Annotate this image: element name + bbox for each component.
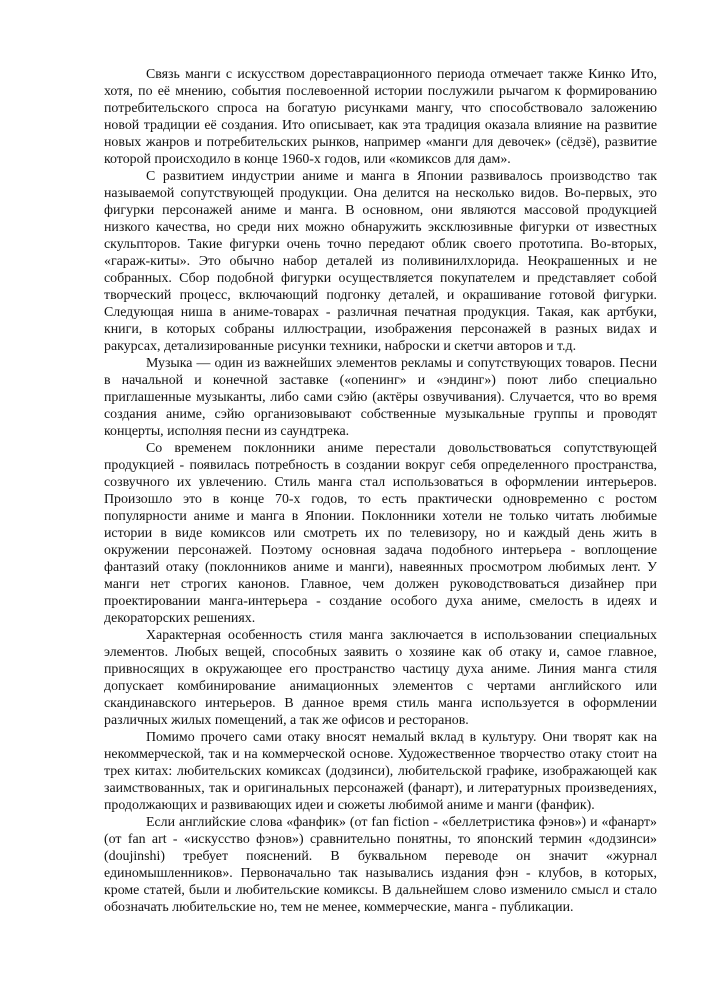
paragraph: Связь манги с искусством дореставрационного периода отмечает также Кинко Ито, хотя, по её мнению, события послевоенной истории послужили рычагом к формированию потребительского спроса на богатую рисунками мангу, что способствовало заложению новой традиции её создания. Ито описывает, как эта традиция оказала влияние на развитие новых жанров и потребительских рынков, например «манги для девочек» (сёдзё), развитие которой происходило в конце 1960-х годов, или «комиксов для дам». bbox=[104, 67, 657, 167]
paragraph: Со временем поклонники аниме перестали довольствоваться сопутствующей продукцией - появилась потребность в создании вокруг себя определенного пространства, созвучного их увлечению. Стиль манга стал использоваться в оформлении интерьеров. Произошло это в конце 70-х годов, то есть практически одновременно с ростом популярности аниме и манга в Японии. Поклонники хотели не только читать любимые истории в виде комиксов или смотреть их по телевизору, но и каждый день жить в окружении персонажей. Поэтому основная задача подобного интерьера - воплощение фантазий отаку (поклонников аниме и манги), навеянных просмотром любимых лент. У манги нет строгих канонов. Главное, чем должен руководствоваться дизайнер при проектировании манга-интерьера - создание особого духа аниме, смелость в идеях и декораторских решениях. bbox=[104, 441, 657, 626]
document-page bbox=[104, 66, 657, 916]
paragraph: Помимо прочего сами отаку вносят немалый вклад в культуру. Они творят как на некоммерческой, так и на коммерческой основе. Художественное творчество отаку стоит на трех китах: любительских комиксах (додзинси), любительской графике, изображающей как заимствованных, так и оригинальных персонажей (фанарт), и литературных произведениях, продолжающих и развивающих идеи и сюжеты любимой аниме и манги (фанфик). bbox=[104, 730, 657, 813]
paragraph: Музыка — один из важнейших элементов рекламы и сопутствующих товаров. Песни в начальной и конечной заставке («опенинг» и «эндинг») поют либо специально приглашенные музыканты, либо сами сэйю (актёры озвучивания). Случается, что во время создания аниме, сэйю организовывают собственные музыкальные группы и проводят концерты, исполняя песни из саундтрека. bbox=[104, 356, 657, 439]
paragraph: С развитием индустрии аниме и манга в Японии развивалось производство так называемой сопутствующей продукции. Она делится на несколько видов. Во-первых, это фигурки персонажей аниме и манга. В основном, они являются массовой продукцией низкого качества, но среди них можно обнаружить эксклюзивные фигурки от известных скульпторов. Такие фигурки очень точно передают облик своего прототипа. Во-вторых, «гараж-киты». Это обычно набор деталей из поливинилхлорида. Неокрашенных и не собранных. Сбор подобной фигурки осуществляется покупателем и представляет собой творческий процесс, включающий подгонку деталей, и окрашивание готовой фигурки. Следующая ниша в аниме-товарах - различная печатная продукция. Такая, как артбуки, книги, в которых собраны иллюстрации, изображения персонажей в разных видах и ракурсах, детализированные рисунки техники, наброски и скетчи авторов и т.д. bbox=[104, 169, 657, 354]
paragraph: Если английские слова «фанфик» (от fan fiction - «беллетристика фэнов») и «фанарт» (от fan art - «искусство фэнов») сравнительно понятны, то японский термин «додзинси» (doujinshi) требует пояснений. В буквальном переводе он значит «журнал единомышленников». Первоначально так назывались издания фэн - клубов, в которых, кроме статей, были и любительские комиксы. В дальнейшем слово изменило смысл и стало обозначать любительские но, тем не менее, коммерческие, манга - публикации. bbox=[104, 815, 657, 915]
paragraph: Характерная особенность стиля манга заключается в использовании специальных элементов. Любых вещей, способных заявить о хозяине как об отаку и, самое главное, привносящих в окружающее его пространство частицу духа аниме. Линия манга стиля допускает комбинирование анимационных элементов с чертами английского или скандинавского интерьеров. В данное время стиль манга используется в оформлении различных жилых помещений, а так же офисов и ресторанов. bbox=[104, 628, 657, 728]
